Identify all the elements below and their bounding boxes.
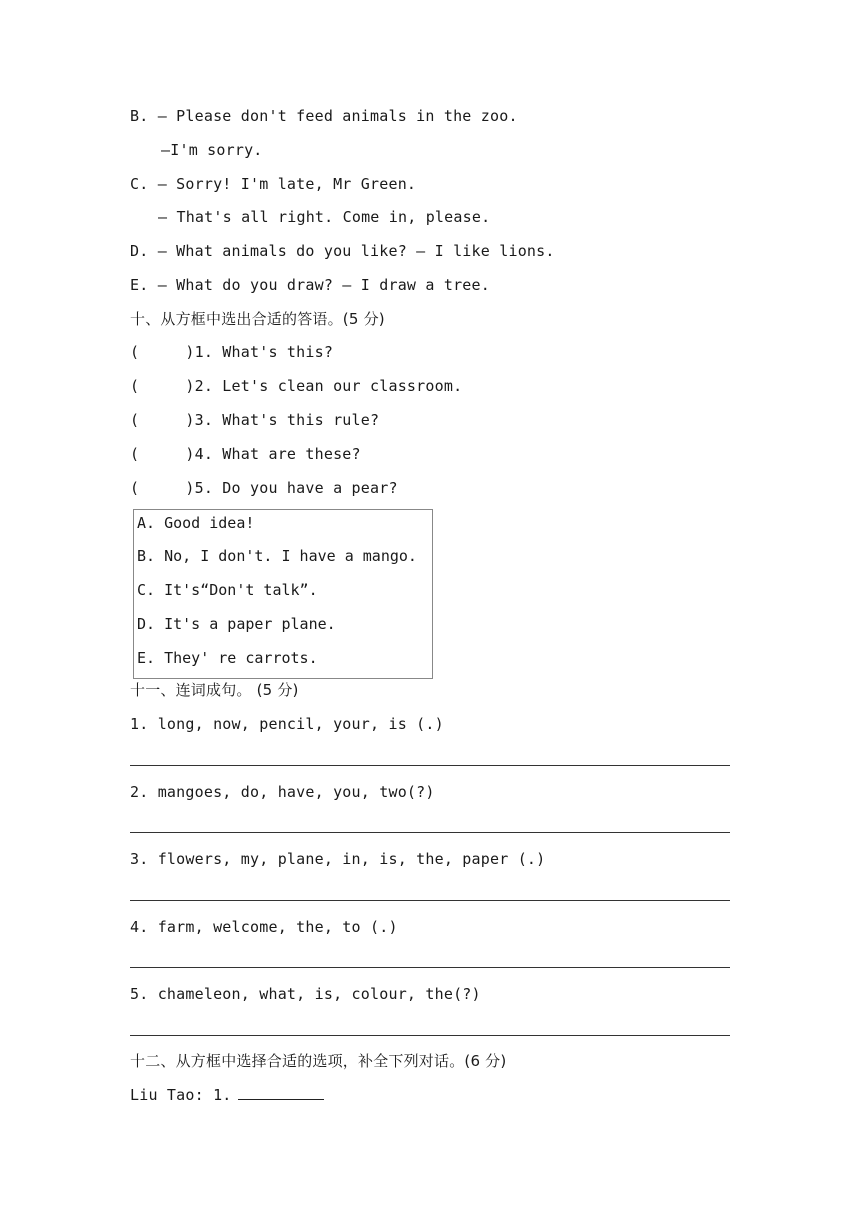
prev-option-b: B. — Please don't feed animals in the zoo. (130, 107, 518, 125)
answer-line (130, 900, 730, 901)
section-11-title: 十一、连词成句。 (5 分) (130, 681, 299, 699)
fill-in-blank[interactable] (238, 1085, 324, 1100)
answer-options-box (133, 509, 433, 679)
answer-line (130, 832, 730, 833)
answer-option: D. It's a paper plane. (137, 615, 336, 633)
section-10-question: ( )1. What's this? (130, 343, 334, 361)
section-10-question: ( )4. What are these? (130, 445, 361, 463)
prev-option-e: E. — What do you draw? — I draw a tree. (130, 276, 490, 294)
prev-option-c: C. — Sorry! I'm late, Mr Green. (130, 175, 417, 193)
section-11-item: 5. chameleon, what, is, colour, the(?) (130, 985, 481, 1003)
answer-option: C. It's“Don't talk”. (137, 581, 318, 599)
answer-option: E. They' re carrots. (137, 649, 318, 667)
answer-line (130, 967, 730, 968)
prev-option-c-reply: — That's all right. Come in, please. (158, 208, 491, 226)
section-10-title: 十、从方框中选出合适的答语。(5 分) (130, 310, 385, 328)
dialog-speaker-text: Liu Tao: 1. (130, 1086, 232, 1104)
section-10-question: ( )3. What's this rule? (130, 411, 380, 429)
prev-option-b-reply: —I'm sorry. (161, 141, 263, 159)
section-12-title: 十二、从方框中选择合适的选项，补全下列对话。(6 分) (130, 1052, 507, 1070)
section-10-question: ( )2. Let's clean our classroom. (130, 377, 463, 395)
prev-option-d: D. — What animals do you like? — I like lions. (130, 242, 555, 260)
section-11-item: 2. mangoes, do, have, you, two(?) (130, 783, 435, 801)
section-10-question: ( )5. Do you have a pear? (130, 479, 398, 497)
section-11-item: 3. flowers, my, plane, in, is, the, paper (.) (130, 850, 546, 868)
section-11-item: 1. long, now, pencil, your, is (.) (130, 715, 444, 733)
answer-option: A. Good idea! (137, 514, 255, 532)
answer-line (130, 1035, 730, 1036)
dialog-line (130, 1085, 324, 1105)
answer-option: B. No, I don't. I have a mango. (137, 547, 417, 565)
answer-line (130, 765, 730, 766)
section-11-item: 4. farm, welcome, the, to (.) (130, 918, 398, 936)
